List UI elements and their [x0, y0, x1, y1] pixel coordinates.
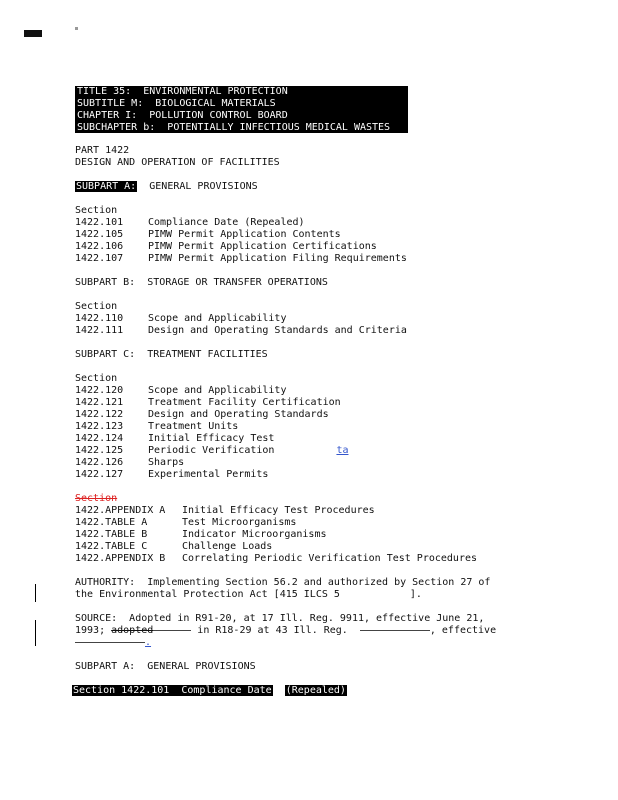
- redaction-mark: [153, 630, 191, 631]
- section-code: 1422.123: [75, 421, 124, 432]
- footer-section-label: Section 1422.101 Compliance Date: [73, 685, 272, 696]
- source-struck: adopted: [111, 625, 154, 636]
- subtitle-line: SUBTITLE M: BIOLOGICAL MATERIALS: [77, 98, 276, 109]
- section-code: 1422.121: [75, 397, 124, 408]
- title-header-block: [75, 86, 408, 133]
- toc-row: [75, 469, 268, 481]
- section-code: 1422.111: [75, 325, 124, 336]
- chapter-line: CHAPTER I: POLLUTION CONTROL BOARD: [77, 110, 288, 121]
- appendix-code: 1422.APPENDIX A: [75, 505, 166, 516]
- subpart-c-label: SUBPART C:: [75, 349, 136, 360]
- section-code: 1422.110: [75, 313, 124, 324]
- section-title: Experimental Permits: [148, 469, 269, 480]
- appendix-code: 1422.TABLE B: [75, 529, 148, 540]
- appendix-row: [75, 517, 296, 529]
- toc-row: [75, 241, 377, 253]
- title-line: TITLE 35: ENVIRONMENTAL PROTECTION: [77, 86, 288, 97]
- appendix-code: 1422.TABLE A: [75, 517, 148, 528]
- inserted-mark: ta: [336, 445, 349, 456]
- section-title: Periodic Verification: [148, 445, 275, 456]
- subpart-a-heading: [75, 181, 258, 193]
- section-title: Treatment Facility Certification: [148, 397, 341, 408]
- appendix-section-label: Section: [75, 493, 118, 504]
- appendix-row: [75, 505, 375, 517]
- authority-text: the Environmental Protection Act [415 ILCS 5: [75, 589, 340, 600]
- section-code: 1422.106: [75, 241, 124, 252]
- change-bar: [35, 620, 36, 646]
- section-code: 1422.126: [75, 457, 124, 468]
- section-title: Scope and Applicability: [148, 313, 287, 324]
- section-title: Compliance Date (Repealed): [148, 217, 305, 228]
- appendix-row: [75, 553, 477, 565]
- blank-line: [75, 642, 145, 643]
- source-mid: in R18-29 at 43 Ill. Reg.: [191, 625, 348, 636]
- appendix-code: 1422.APPENDIX B: [75, 553, 166, 564]
- section-title: Treatment Units: [148, 421, 239, 432]
- blank-line: [360, 630, 430, 631]
- section-title: Design and Operating Standards: [148, 409, 329, 420]
- section-title: Design and Operating Standards and Criteria: [148, 325, 407, 336]
- footer-section-heading: [72, 685, 347, 697]
- authority-end: ].: [409, 589, 422, 600]
- toc-row: [75, 229, 341, 241]
- source-start: 1993;: [75, 625, 112, 636]
- subpart-b-title: STORAGE OR TRANSFER OPERATIONS: [147, 277, 328, 288]
- scan-mark: [24, 30, 42, 37]
- subpart-a-title: GENERAL PROVISIONS: [149, 181, 258, 192]
- toc-row: [75, 253, 407, 265]
- source-line-1: SOURCE: Adopted in R91-20, at 17 Ill. Reg. 9911, effective June 21,: [75, 613, 485, 624]
- section-title: Initial Efficacy Test: [148, 433, 275, 444]
- appendix-title: Test Microorganisms: [182, 517, 297, 528]
- toc-row: [75, 409, 329, 421]
- section-label: Section: [75, 205, 118, 216]
- footer-section-note: (Repealed): [285, 685, 346, 696]
- footer-subpart-label: SUBPART A:: [75, 661, 136, 672]
- toc-row: [75, 313, 286, 325]
- part-title: DESIGN AND OPERATION OF FACILITIES: [75, 157, 280, 168]
- appendix-title: Challenge Loads: [182, 541, 273, 552]
- toc-row: [75, 457, 184, 469]
- section-code: 1422.122: [75, 409, 124, 420]
- section-code: 1422.124: [75, 433, 124, 444]
- source-mark: .: [145, 637, 152, 648]
- part-number: PART 1422: [75, 145, 130, 156]
- source-line-3: [75, 637, 151, 649]
- toc-row: [75, 385, 286, 397]
- subpart-b-heading: [75, 277, 328, 289]
- footer-subpart-heading: [75, 661, 256, 673]
- subpart-b-label: SUBPART B:: [75, 277, 136, 288]
- section-code: 1422.105: [75, 229, 124, 240]
- appendix-code: 1422.TABLE C: [75, 541, 148, 552]
- section-title: PIMW Permit Application Filing Requirements: [148, 253, 407, 264]
- section-title: Sharps: [148, 457, 185, 468]
- source-line-2: [75, 625, 496, 637]
- source-end: , effective: [429, 625, 497, 636]
- section-title: PIMW Permit Application Contents: [148, 229, 341, 240]
- appendix-row: [75, 541, 272, 553]
- section-code: 1422.101: [75, 217, 124, 228]
- appendix-title: Indicator Microorganisms: [182, 529, 327, 540]
- footer-subpart-title: GENERAL PROVISIONS: [147, 661, 256, 672]
- change-bar: [35, 584, 36, 602]
- toc-row: [75, 325, 407, 337]
- section-title: Scope and Applicability: [148, 385, 287, 396]
- section-code: 1422.120: [75, 385, 124, 396]
- scan-dot: [75, 27, 78, 30]
- section-code: 1422.127: [75, 469, 124, 480]
- section-label: Section: [75, 301, 118, 312]
- toc-row: [75, 433, 274, 445]
- subchapter-line: SUBCHAPTER b: POTENTIALLY INFECTIOUS MEDICAL WASTES: [77, 122, 391, 133]
- toc-row: [75, 217, 305, 229]
- toc-row: [75, 445, 348, 457]
- subpart-c-heading: [75, 349, 268, 361]
- section-code: 1422.125: [75, 445, 124, 456]
- section-code: 1422.107: [75, 253, 124, 264]
- appendix-row: [75, 529, 327, 541]
- toc-row: [75, 421, 238, 433]
- section-label: Section: [75, 373, 118, 384]
- section-title: PIMW Permit Application Certifications: [148, 241, 377, 252]
- authority-line-1: AUTHORITY: Implementing Section 56.2 and authorized by Section 27 of: [75, 577, 491, 588]
- appendix-title: Correlating Periodic Verification Test Procedures: [182, 553, 478, 564]
- subpart-c-title: TREATMENT FACILITIES: [147, 349, 268, 360]
- toc-row: [75, 397, 341, 409]
- appendix-title: Initial Efficacy Test Procedures: [182, 505, 375, 516]
- authority-line-2: [75, 589, 422, 601]
- subpart-a-label: SUBPART A:: [76, 181, 137, 192]
